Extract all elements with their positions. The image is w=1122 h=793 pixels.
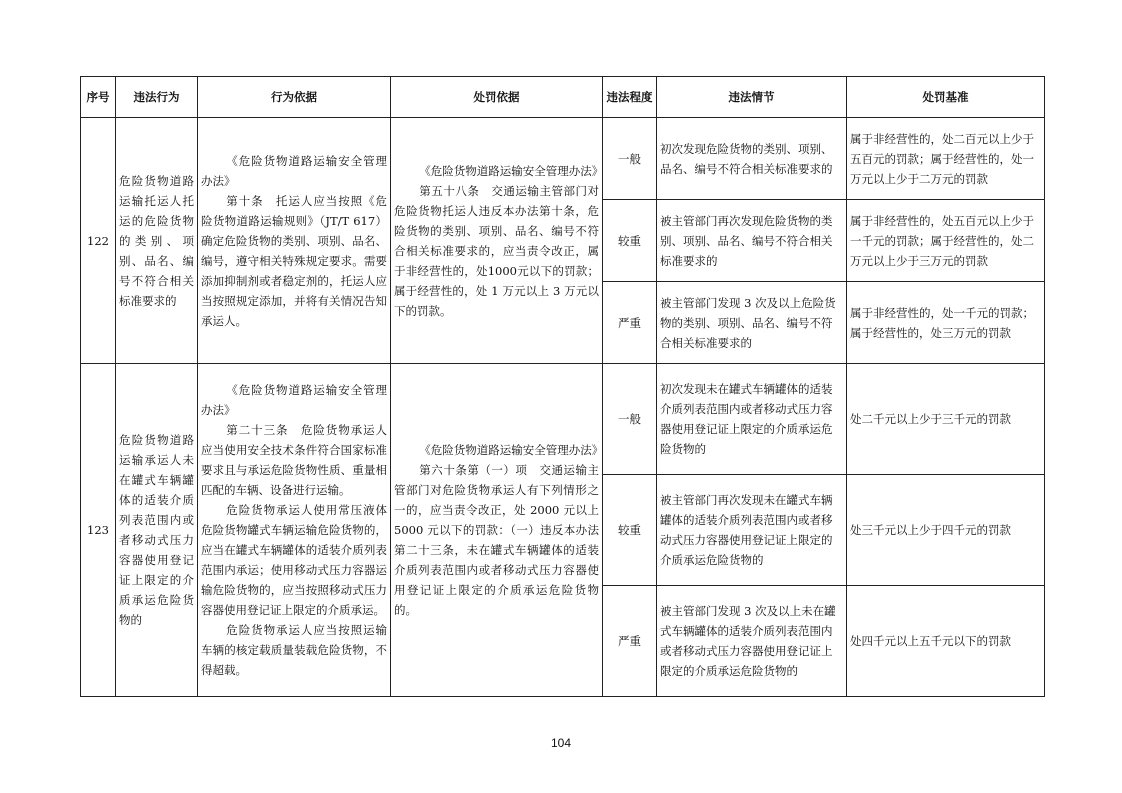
header-standard: 处罚基准 [847, 77, 1045, 118]
violation-cell: 危险货物道路运输承运人未在罐式车辆罐体的适装介质列表范围内或者移动式压力容器使用登记证上限定的介质承运危险货物的 [116, 364, 198, 697]
standard-cell: 属于非经营性的，处二百元以上少于五百元的罚款；属于经营性的，处一万元以上少于二万元的罚款 [847, 118, 1045, 200]
header-circumstance: 违法情节 [657, 77, 847, 118]
degree-cell: 严重 [603, 586, 657, 697]
seq-cell: 123 [81, 364, 116, 697]
basis-paragraph: 《危险货物道路运输安全管理办法》 [201, 383, 387, 417]
violation-cell: 危险货物道路运输托运人托运的危险货物的类别、项别、品名、编号不符合相关标准要求的 [116, 118, 198, 364]
penalty-basis-cell [391, 118, 603, 364]
penalty-basis-paragraph: 第五十八条 交通运输主管部门对危险货物托运人违反本办法第十条，危险货物的类别、项别、品名、编号不符合相关标准要求的，应当责令改正，属于非经营性的，处1000元以下的罚款；属于经营性的，处 1 万元以上 3 万元以下的罚款。 [394, 183, 599, 318]
penalty-basis-cell [391, 364, 603, 697]
header-row [81, 77, 1045, 118]
standard-cell: 处二千元以上少于三千元的罚款 [847, 364, 1045, 475]
seq-cell: 122 [81, 118, 116, 364]
header-seq: 序号 [81, 77, 116, 118]
basis-paragraph: 第二十三条 危险货物承运人应当使用安全技术条件符合国家标准要求且与承运危险货物性质、重量相匹配的车辆、设备进行运输。 [201, 423, 387, 497]
penalty-table [80, 76, 1045, 697]
circumstance-cell: 被主管部门再次发现危险货物的类别、项别、品名、编号不符合相关标准要求的 [657, 200, 847, 282]
circumstance-cell: 被主管部门发现 3 次及以上危险货物的类别、项别、品名、编号不符合相关标准要求的 [657, 282, 847, 364]
circumstance-cell: 被主管部门发现 3 次及以上未在罐式车辆罐体的适装介质列表范围内或者移动式压力容器使用登记证上限定的介质承运危险货物的 [657, 586, 847, 697]
degree-cell: 较重 [603, 475, 657, 586]
circumstance-cell: 被主管部门再次发现未在罐式车辆罐体的适装介质列表范围内或者移动式压力容器使用登记证上限定的介质承运危险货物的 [657, 475, 847, 586]
standard-cell: 处四千元以上五千元以下的罚款 [847, 586, 1045, 697]
table-row [81, 364, 1045, 475]
table-row [81, 118, 1045, 200]
degree-cell: 严重 [603, 282, 657, 364]
basis-paragraph: 第十条 托运人应当按照《危险货物道路运输规则》（JT/T 617）确定危险货物的类别、项别、品名、编号，遵守相关特殊规定要求。需要添加抑制剂或者稳定剂的，托运人应当按照规定添加，并将有关情况告知承运人。 [201, 193, 387, 328]
circumstance-cell: 初次发现危险货物的类别、项别、品名、编号不符合相关标准要求的 [657, 118, 847, 200]
penalty-basis-paragraph: 《危险货物道路运输安全管理办法》 [419, 443, 604, 457]
penalty-basis-paragraph: 第六十条第（一）项 交通运输主管部门对危险货物承运人有下列情形之一的，应当责令改正，处 2000 元以上 5000 元以下的罚款：（一）违反本办法第二十三条，未在罐式车辆罐体的适装介质列表范围内或者移动式压力容器使用登记证上限定的介质承运危险货物的。 [394, 463, 599, 617]
header-basis: 行为依据 [198, 77, 391, 118]
degree-cell: 较重 [603, 200, 657, 282]
standard-cell: 属于非经营性的，处一千元的罚款；属于经营性的，处三万元的罚款 [847, 282, 1045, 364]
basis-cell [198, 118, 391, 364]
basis-paragraph: 危险货物承运人应当按照运输车辆的核定载质量装载危险货物，不得超载。 [201, 623, 387, 677]
page-number: 104 [550, 736, 572, 750]
header-violation: 违法行为 [116, 77, 198, 118]
standard-cell: 处三千元以上少于四千元的罚款 [847, 475, 1045, 586]
degree-cell: 一般 [603, 364, 657, 475]
standard-cell: 属于非经营性的，处五百元以上少于一千元的罚款；属于经营性的，处二万元以上少于三万元的罚款 [847, 200, 1045, 282]
basis-cell [198, 364, 391, 697]
basis-paragraph: 危险货物承运人使用常压液体危险货物罐式车辆运输危险货物的，应当在罐式车辆罐体的适装介质列表范围内承运；使用移动式压力容器运输危险货物的，应当按照移动式压力容器使用登记证上限定的介质承运。 [201, 503, 387, 617]
penalty-basis-paragraph: 《危险货物道路运输安全管理办法》 [419, 163, 604, 178]
header-degree: 违法程度 [603, 77, 657, 118]
circumstance-cell: 初次发现未在罐式车辆罐体的适装介质列表范围内或者移动式压力容器使用登记证上限定的介质承运危险货物的 [657, 364, 847, 475]
basis-paragraph: 《危险货物道路运输安全管理办法》 [201, 153, 387, 188]
degree-cell: 一般 [603, 118, 657, 200]
header-penalty-basis: 处罚依据 [391, 77, 603, 118]
